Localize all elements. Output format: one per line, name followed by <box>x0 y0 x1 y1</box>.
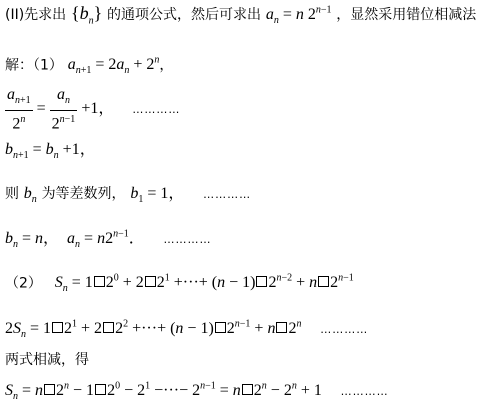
final-result-line <box>5 382 389 403</box>
fraction-right: $\frac{a_n}{2^{n-1}}$ <box>51 86 76 133</box>
ellipsis-dots: ………… <box>320 322 369 336</box>
bn-an-result: $b_n = n$， $a_n = n2^{n-1}$． <box>5 229 145 251</box>
final-result-formula: $S_n = n$ $2^n - 1$ $2^0 - 2^1$ −···− $2^{n-1} = n$ $2^n - 2^n + 1$ <box>5 381 322 403</box>
step4-middle: 为等差数列， <box>41 186 126 202</box>
solution-step-5 <box>5 230 212 251</box>
subtract-text: 两式相减，得 <box>5 352 89 368</box>
ellipsis-dots: ………… <box>203 187 252 201</box>
solution-step-2 <box>5 86 180 134</box>
two-sn-formula-line <box>5 320 368 341</box>
header-middle: 的通项公式，然后可求出 <box>107 7 262 23</box>
punct-comma: ， <box>159 57 174 74</box>
b1-value: $b_1 = 1$， <box>130 185 185 206</box>
solution-step-3 <box>5 142 96 161</box>
bn-recurrence: $b_{n+1} = b_n +1$， <box>5 141 96 162</box>
solution-step-1 <box>5 56 173 77</box>
sequence-bn-braces: $\{b_n\}$ <box>70 3 103 27</box>
recurrence-formula: $a_{n+1} = 2a_n + 2^n$ <box>67 55 160 77</box>
header-line <box>5 4 476 27</box>
solution-step-4 <box>5 186 251 205</box>
fraction-equation: $\frac{a_{n+1}}{2^n}$ = $\frac{a_n}{2^{n-1}}$ +1， <box>7 86 119 133</box>
fraction-left: $\frac{a_{n+1}}{2^n}$ <box>7 86 31 133</box>
header-prefix: (II)先求出 <box>5 7 67 23</box>
ellipsis-dots: ………… <box>132 102 181 116</box>
header-suffix: ，显然采用错位相减法 <box>336 7 477 23</box>
ellipsis-dots: ………… <box>163 232 212 246</box>
part-2-label: （2） <box>5 275 42 292</box>
part-2-sum <box>5 274 354 295</box>
bn-symbol: $b_n$ <box>23 185 37 206</box>
two-sn-formula: $2S_n = 1$ $2^1 + 2$ $2^2$ +···+ (n − 1) $2^{n-1} + n$ 2$^n$ <box>5 319 302 341</box>
solution-label: 解：（1） <box>5 57 63 74</box>
sn-formula: $S_n = 1$ $2^0 + 2$ $2^1$ +···+ (n − 1) $2^{n-2} + n$ $2^{n-1}$ <box>54 273 354 295</box>
formula-an-general: $a_n = n$ $2^{n-1}$ <box>265 4 332 27</box>
ellipsis-dots: ………… <box>340 384 389 398</box>
step4-prefix: 则 <box>5 186 19 202</box>
subtract-line <box>5 352 89 367</box>
